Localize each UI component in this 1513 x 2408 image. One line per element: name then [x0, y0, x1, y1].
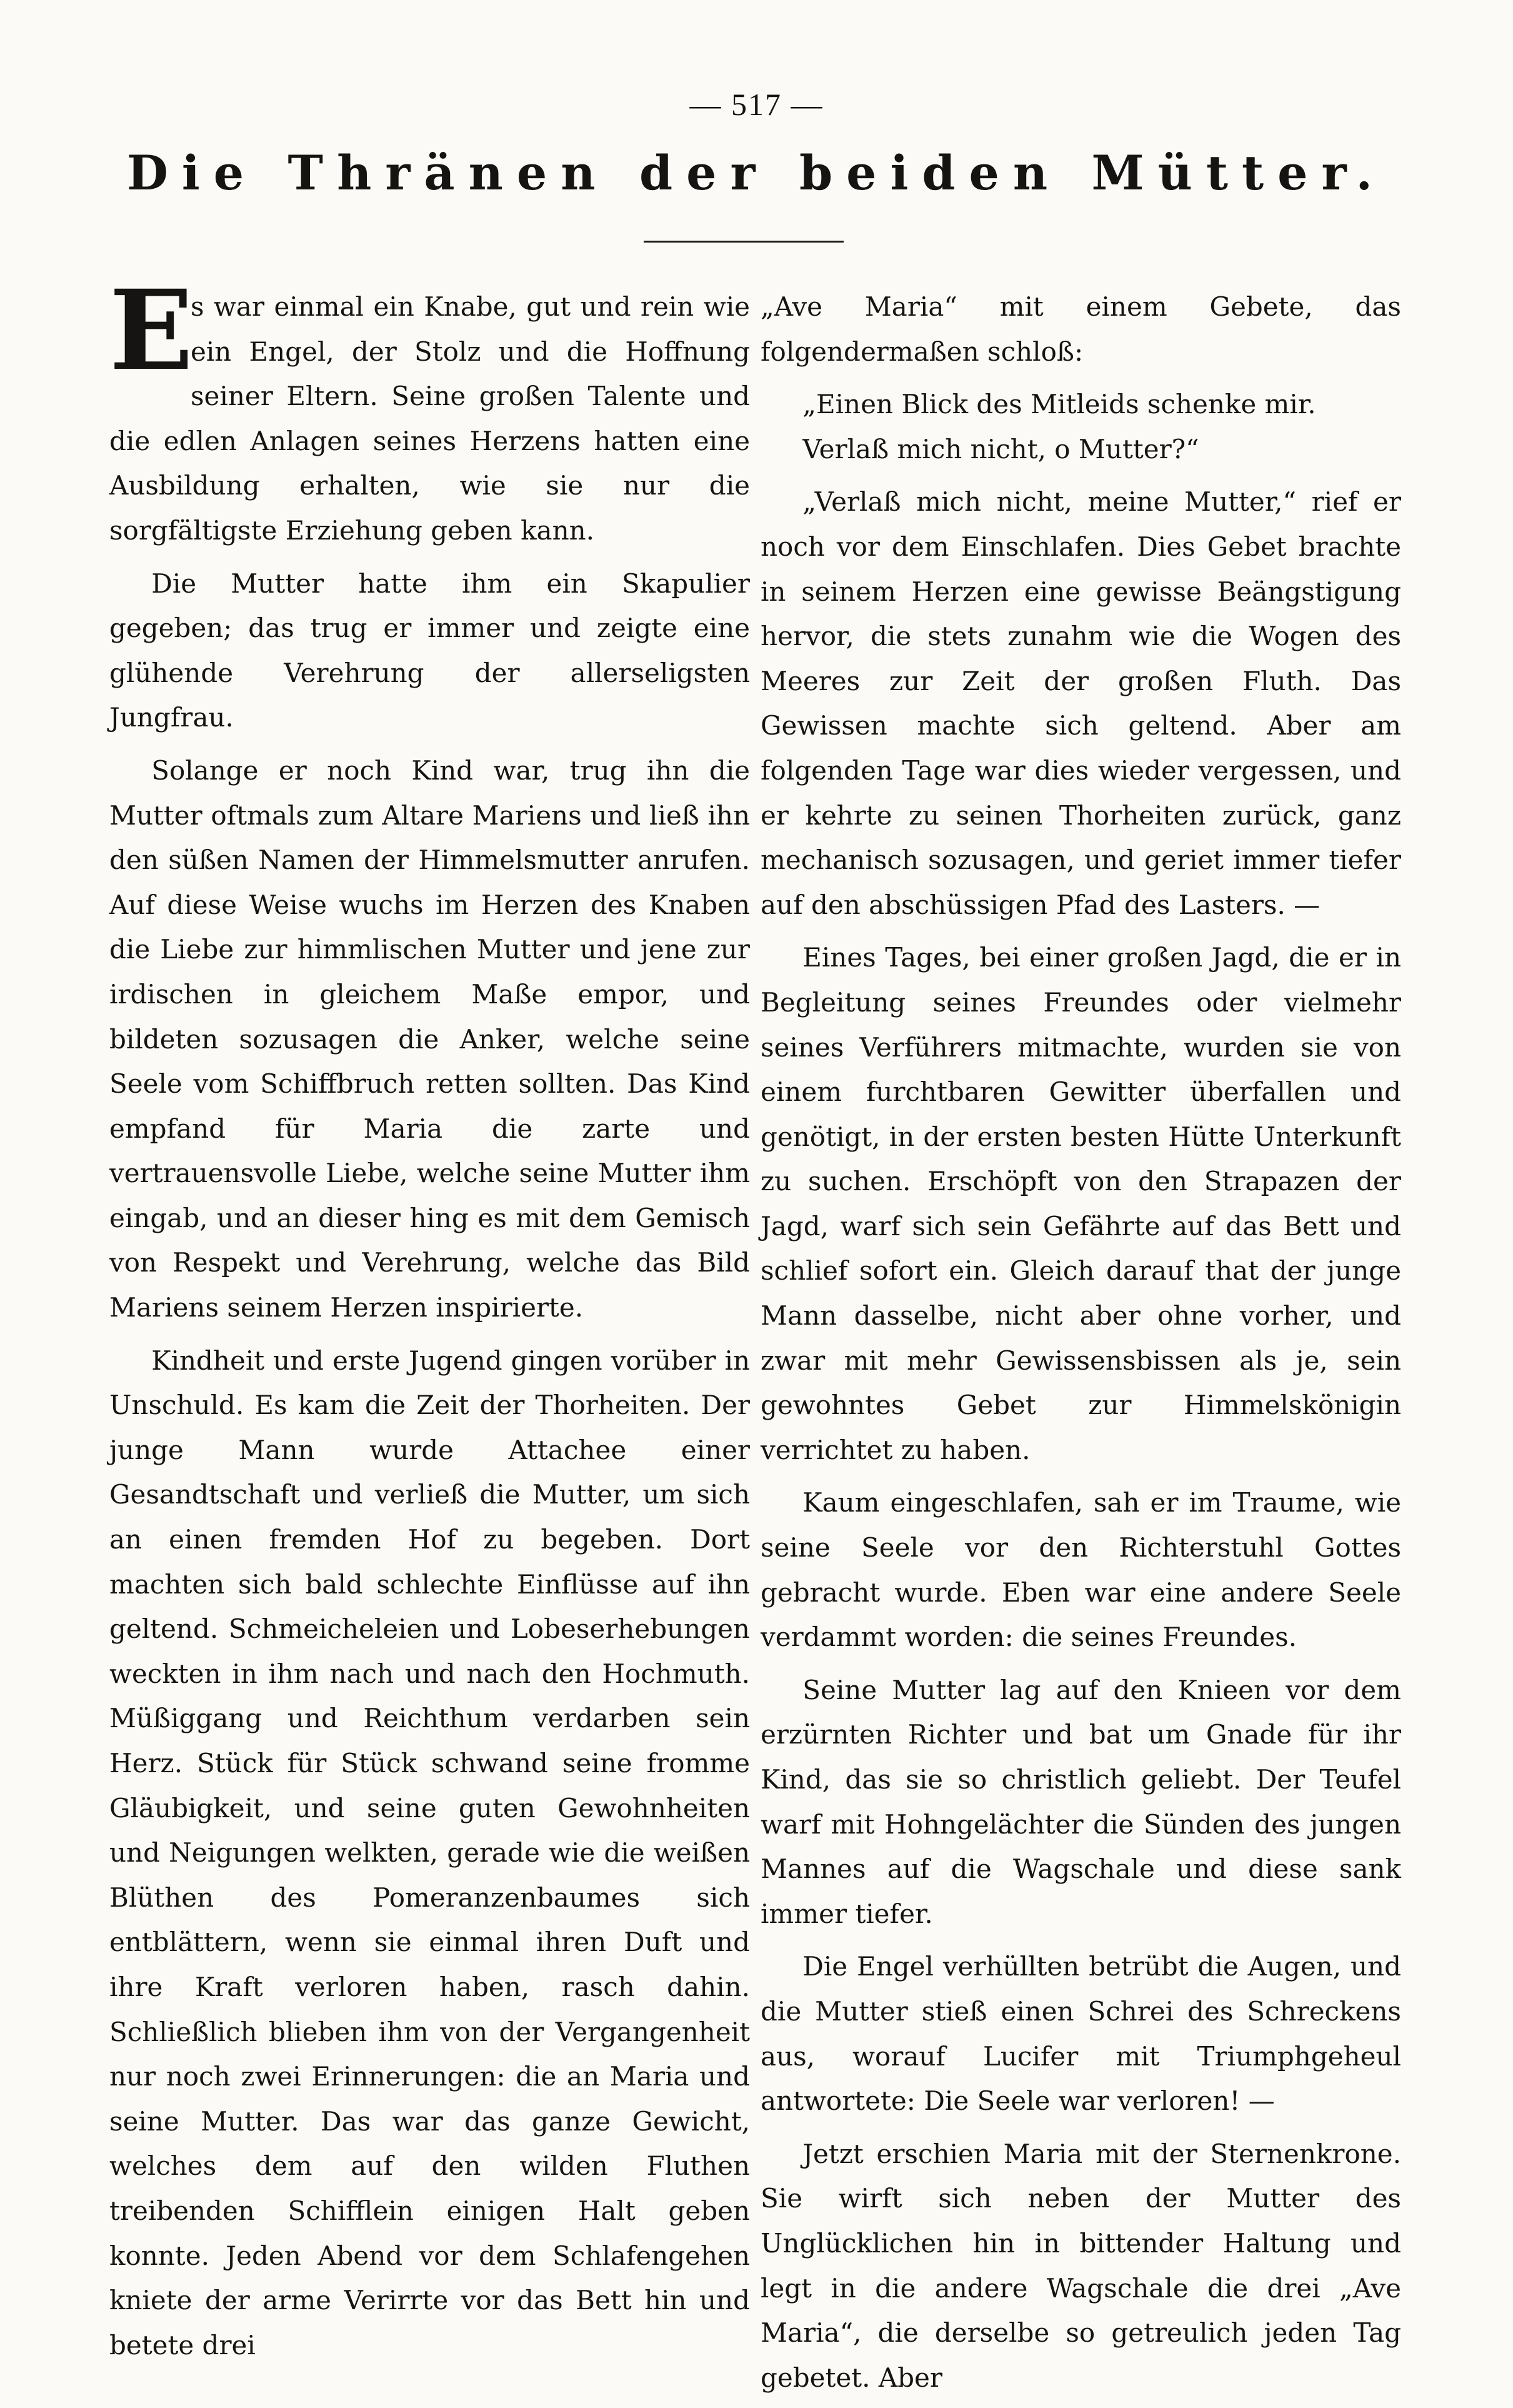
paragraph: Kaum eingeschlafen, sah er im Traume, wie seine Seele vor den Richterstuhl Gottes gebracht wurde. Eben war eine andere Seele verdammt worden: die seines Freundes. — [761, 1487, 1401, 1653]
right-column — [761, 284, 1401, 2408]
paragraph: Eines Tages, bei einer großen Jagd, die er in Begleitung seines Freundes oder vielmehr seines Verführers mitmachte, wurden sie von einem furchtbaren Gewitter überfallen und genötigt, in der ersten besten Hütte Unterkunft zu suchen. Erschöpft von den Strapazen der Jagd, warf sich sein Gefährte auf das Bett und schlief sofort ein. Gleich darauf that der junge Mann dasselbe, nicht aber ohne vorher, und zwar mit mehr Gewissensbissen als je, sein gewohntes Gebet zur Himmelskönigin verrichtet zu haben. — [761, 942, 1401, 1465]
prayer-verse-line: „Einen Blick des Mitleids schenke mir. — [802, 389, 1316, 420]
paragraph-opening-text: s war einmal ein Knabe, gut und rein wie ein Engel, der Stolz und die Hoffnung seiner Eltern. Seine großen Talente und die edlen Anlagen seines Herzens hatten eine Ausbildung erhalten, wie sie nur die sorgfältigste Erziehung geben kann. — [109, 291, 750, 546]
paragraph: Kindheit und erste Jugend gingen vorüber in Unschuld. Es kam die Zeit der Thorheiten. Der junge Mann wurde Attachee einer Gesandtschaft und verließ die Mutter, um sich an einen fremden Hof zu begeben. Dort machten sich bald schlechte Einflüsse auf ihn geltend. Schmeicheleien und Lobeserhebungen weckten in ihm nach und nach den Hochmuth. Müßiggang und Reichthum verdarben sein Herz. Stück für Stück schwand seine fromme Gläubigkeit, und seine guten Gewohnheiten und Neigungen welkten, gerade wie die weißen Blüthen des Pomeranzenbaumes sich entblättern, wenn sie einmal ihren Duft und ihre Kraft verloren haben, rasch dahin. Schließlich blieben ihm von der Vergangenheit nur noch zwei Erinnerungen: die an Maria und seine Mutter. Das war das ganze Gewicht, welches dem auf den wilden Fluthen treibenden Schifflein einigen Halt geben konnte. Jeden Abend vor dem Schlafengehen kniete der arme Verirrte vor das Bett hin und betete drei — [109, 1345, 750, 2360]
paragraph: Jetzt erschien Maria mit der Sternenkrone. Sie wirft sich neben der Mutter des Unglücklichen hin in bittender Haltung und legt in die andere Wagschale die drei „Ave Maria“, die derselbe so getreulich jeden Tag gebetet. Aber — [761, 2138, 1401, 2393]
article-title: Die Thränen der beiden Mütter. — [126, 145, 1387, 201]
paragraph: „Verlaß mich nicht, meine Mutter,“ rief er noch vor dem Einschlafen. Dies Gebet brachte in seinem Herzen eine gewisse Beängstigung hervor, die stets zunahm wie die Wogen des Meeres zur Zeit der großen Fluth. Das Gewissen machte sich geltend. Aber am folgenden Tage war dies wieder vergessen, und er kehrte zu seinen Thorheiten zurück, ganz mechanisch sozusagen, und geriet immer tiefer auf den abschüssigen Pfad des Lasters. — — [761, 486, 1401, 920]
paragraph-opening — [109, 266, 750, 553]
title-divider — [644, 241, 844, 243]
drop-cap-initial: E — [109, 266, 194, 395]
paragraph-continued: „Ave Maria“ mit einem Gebete, das folgendermaßen schloß: — [761, 291, 1401, 367]
page-number: — 517 — — [689, 87, 824, 122]
paragraph: Seine Mutter lag auf den Knieen vor dem erzürnten Richter und bat um Gnade für ihr Kind, das sie so christlich geliebt. Der Teufel warf mit Hohngelächter die Sünden des jungen Mannes auf die Wagschale und diese sank immer tiefer. — [761, 1674, 1401, 1929]
paragraph: Die Engel verhüllten betrübt die Augen, und die Mutter stieß einen Schrei des Schreckens aus, worauf Lucifer mit Triumphgeheul antwortete: Die Seele war verloren! — — [761, 1951, 1401, 2117]
left-column — [109, 266, 750, 2375]
paragraph: Die Mutter hatte ihm ein Skapulier gegeben; das trug er immer und zeigte eine glühende Verehrung der allerseligsten Jungfrau. — [109, 568, 750, 733]
paragraph: Solange er noch Kind war, trug ihn die Mutter oftmals zum Altare Mariens und ließ ihn den süßen Namen der Himmelsmutter anrufen. Auf diese Weise wuchs im Herzen des Knaben die Liebe zur himmlischen Mutter und jene zur irdischen in gleichem Maße empor, und bildeten sozusagen die Anker, welche seine Seele vom Schiffbruch retten sollten. Das Kind empfand für Maria die zarte und vertrauensvolle Liebe, welche seine Mutter ihm eingab, und an dieser hing es mit dem Gemisch von Respekt und Verehrung, welche das Bild Mariens seinem Herzen inspirierte. — [109, 755, 750, 1323]
prayer-verse-line: Verlaß mich nicht, o Mutter?“ — [802, 433, 1199, 464]
